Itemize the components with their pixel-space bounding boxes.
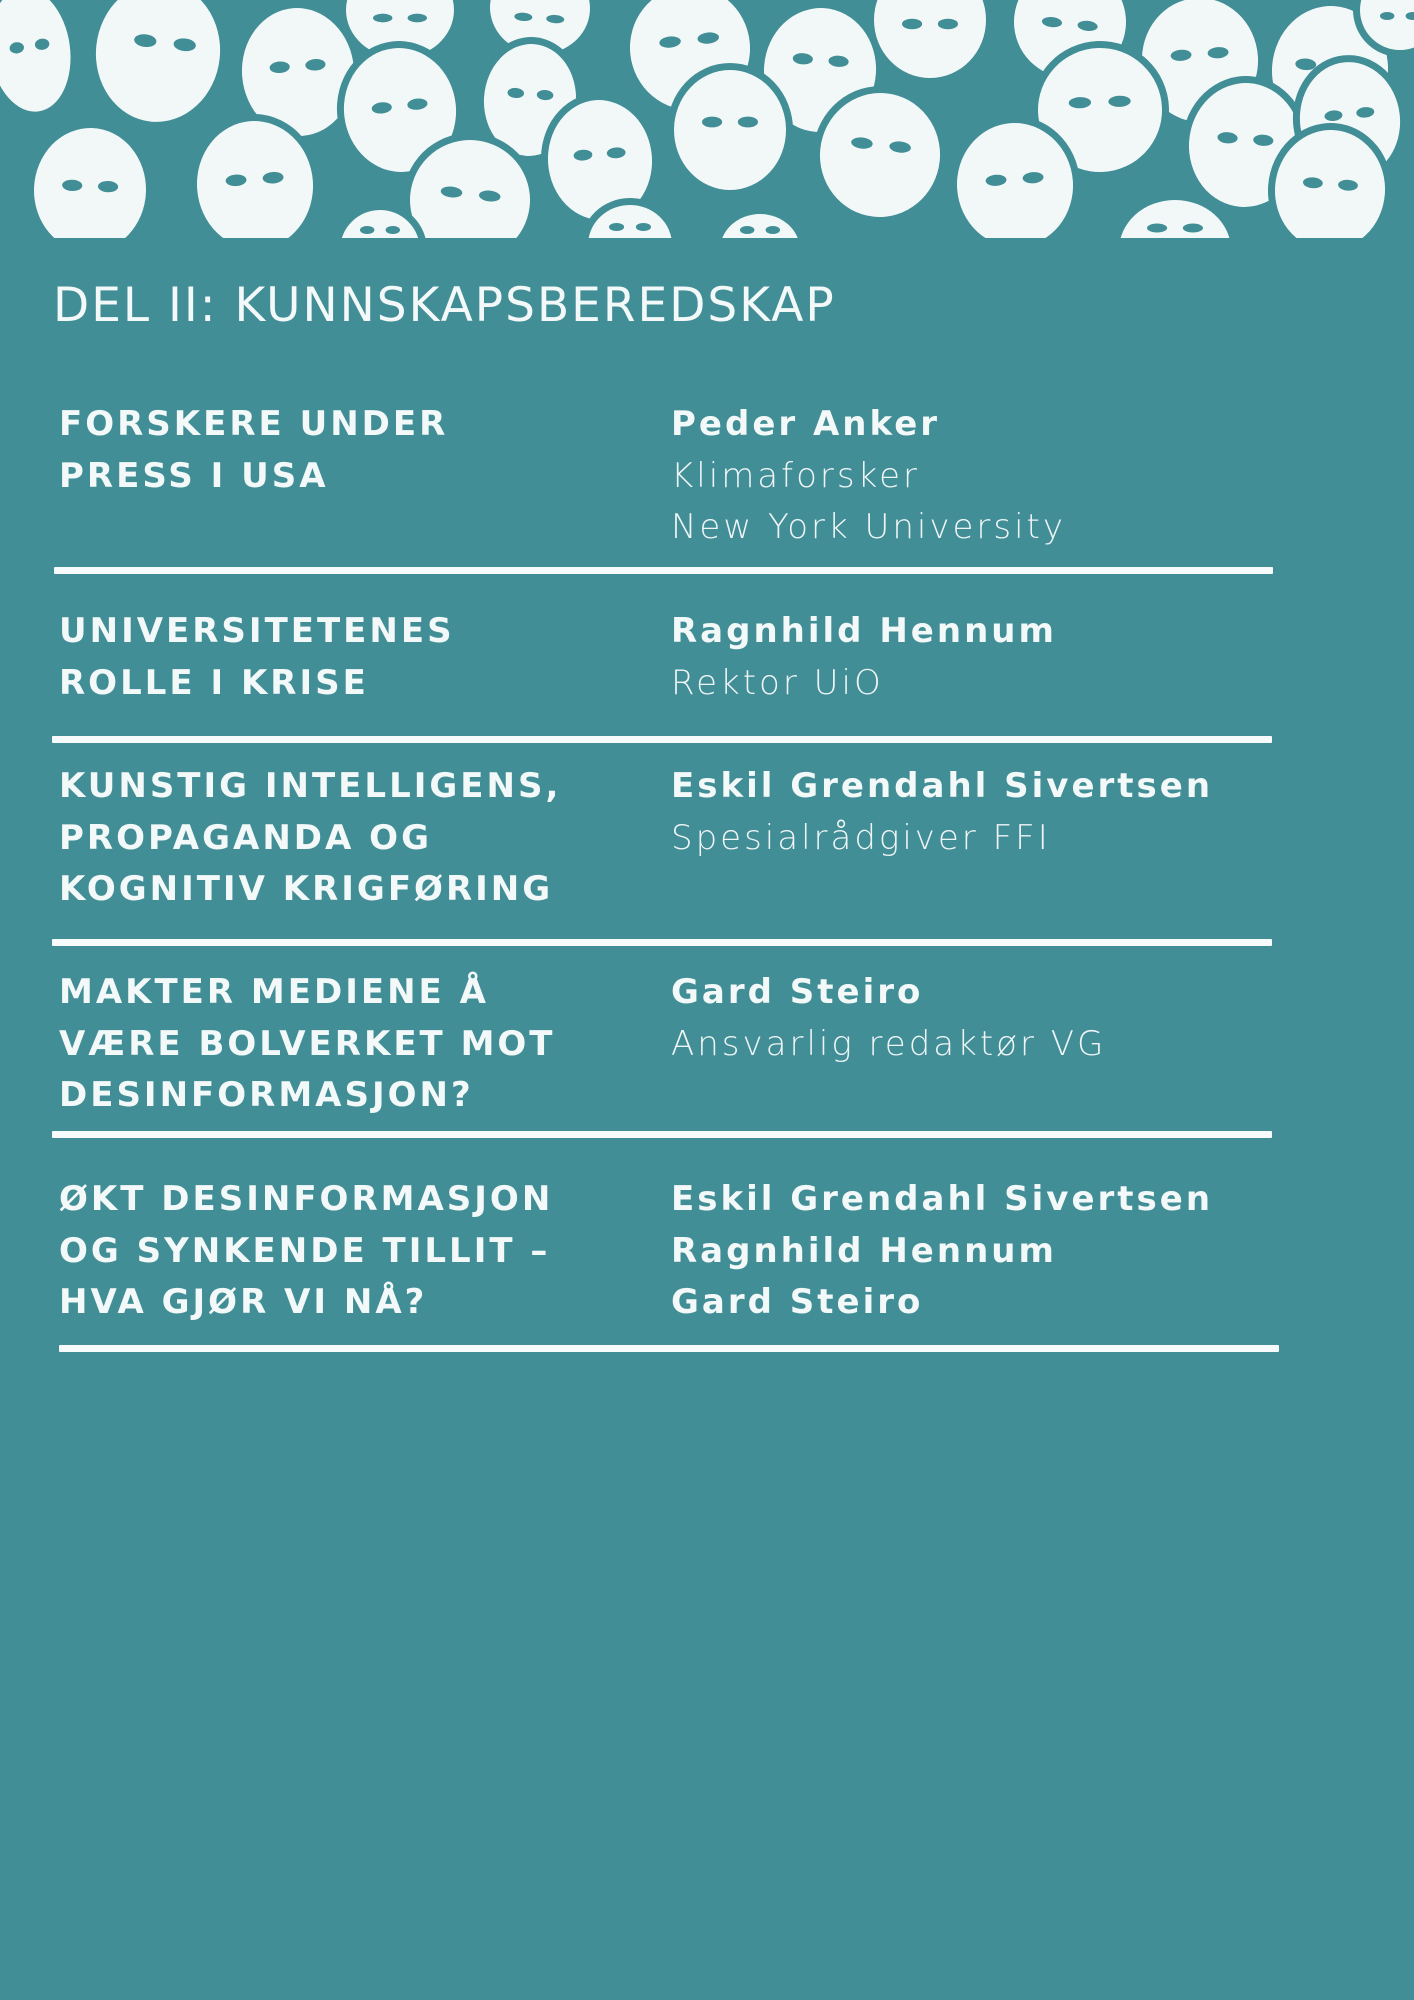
speaker-name: Peder Anker (671, 404, 941, 444)
session-topic: UNIVERSITETENES ROLLE I KRISE (59, 611, 455, 703)
eye-icon (938, 19, 958, 29)
session-topic: MAKTER MEDIENE Å VÆRE BOLVERKET MOT DESINFORMASJON? (59, 972, 556, 1115)
speaker-name: Eskil Grendahl Sivertsen (671, 766, 1214, 806)
crowd-of-faces-illustration (0, 0, 1414, 240)
speaker-role: Ansvarlig redaktør VG (671, 1023, 1107, 1064)
speaker-name: Ragnhild Hennum (671, 1230, 1057, 1271)
eye-icon (1147, 224, 1167, 233)
speaker-name: Gard Steiro (671, 1282, 924, 1322)
speaker-role: Rektor UiO (671, 662, 884, 703)
eye-icon (902, 19, 922, 29)
speaker-name: Eskil Grendahl Sivertsen (671, 1179, 1214, 1219)
divider (54, 567, 1273, 574)
eye-icon (766, 226, 780, 234)
speaker-role: New York University (671, 507, 1067, 547)
speaker-name: Ragnhild Hennum (671, 611, 1057, 651)
eye-icon (360, 226, 374, 234)
eye-icon (386, 226, 400, 234)
session-speakers (671, 606, 1371, 709)
eye-icon (609, 223, 624, 231)
divider (59, 1345, 1279, 1352)
eye-icon (408, 14, 427, 23)
session-speakers (671, 967, 1371, 1070)
eye-icon (1380, 12, 1394, 20)
session-topic: ØKT DESINFORMASJON OG SYNKENDE TILLIT – HVA GJØR VI NÅ? (59, 1179, 554, 1322)
session-topic: FORSKERE UNDER PRESS I USA (59, 404, 449, 496)
eye-icon (738, 117, 758, 128)
eye-icon (1183, 224, 1203, 233)
eye-icon (373, 14, 392, 23)
speaker-role: Klimaforsker (671, 455, 920, 496)
divider (52, 736, 1272, 743)
session-speakers (671, 761, 1371, 864)
eye-icon (702, 117, 722, 128)
page-title: DEL II: KUNNSKAPSBEREDSKAP (53, 278, 836, 333)
face-icon (667, 63, 793, 197)
divider (52, 939, 1272, 946)
divider (52, 1131, 1272, 1138)
speaker-role: Spesialrådgiver FFI (671, 817, 1051, 858)
session-topic: KUNSTIG INTELLIGENS, PROPAGANDA OG KOGNITIV KRIGFØRING (59, 766, 562, 909)
session-speakers (671, 399, 1371, 554)
speaker-name: Gard Steiro (671, 972, 924, 1012)
eye-icon (740, 226, 754, 234)
session-speakers (671, 1174, 1371, 1329)
eye-icon (636, 223, 651, 231)
